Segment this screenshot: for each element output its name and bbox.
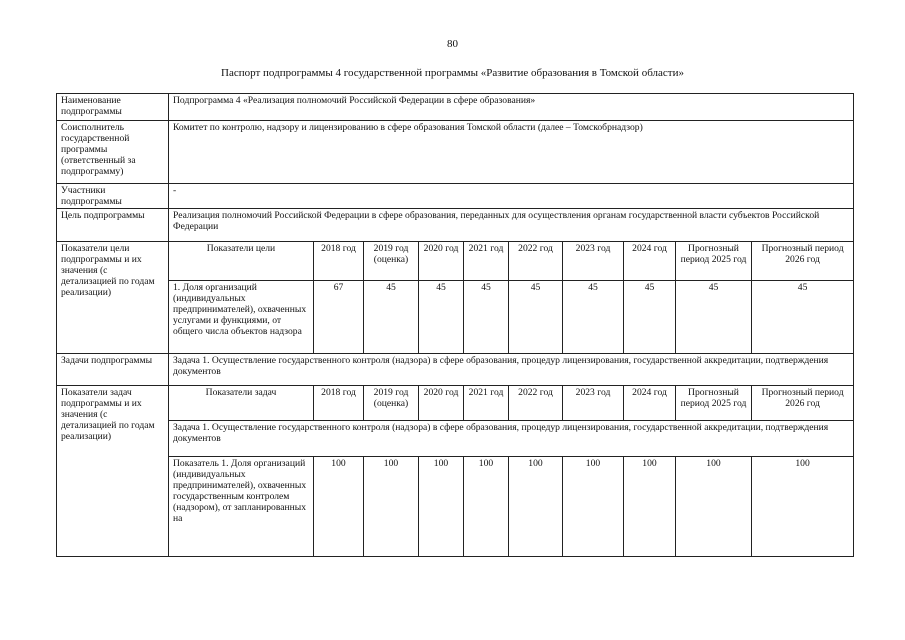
row-label: Показатели цели подпрограммы и их значения (с детализацией по годам реализации) [57,242,169,354]
column-header: 2022 год [509,242,563,281]
goal-indicator-row [57,281,854,354]
column-header: 2020 год [419,242,464,281]
column-header: Прогнозный период 2026 год [752,386,854,421]
column-header: 2020 год [419,386,464,421]
column-header: 2024 год [624,242,676,281]
indicator-value: 45 [624,281,676,354]
row-label: Наименование подпрограммы [57,94,169,121]
tasks-value: Задача 1. Осуществление государственного контроля (надзора) в сфере образования, процедур лицензирования, государственной аккредитации, подтверждения документов [169,354,854,386]
indicator-name: 1. Доля организаций (индивидуальных предпринимателей), охваченных услугами и функциями, от общего числа объектов надзора [169,281,314,354]
goal-indicators-header-row [57,242,854,281]
task-subheader-row [57,421,854,457]
row-label: Участники подпрограммы [57,184,169,209]
indicator-name: Показатель 1. Доля организаций (индивидуальных предпринимателей), охваченных государственным контролем (надзором), от запланированных на [169,457,314,557]
column-header: 2021 год [464,386,509,421]
indicator-value: 100 [419,457,464,557]
column-header: Показатели задач [169,386,314,421]
row-label: Соисполнитель государственной программы (ответственный за подпрограмму) [57,121,169,184]
subprogram-name: Подпрограмма 4 «Реализация полномочий Российской Федерации в сфере образования» [169,94,854,121]
column-header: 2023 год [563,242,624,281]
column-header: 2022 год [509,386,563,421]
column-header: 2023 год [563,386,624,421]
task-indicators-header-row [57,386,854,421]
table-row-goal [57,209,854,242]
column-header: 2019 год (оценка) [364,242,419,281]
indicator-value: 100 [509,457,563,557]
indicator-value: 100 [752,457,854,557]
column-header: 2024 год [624,386,676,421]
column-header: Показатели цели [169,242,314,281]
task-indicator-row [57,457,854,557]
indicator-value: 100 [364,457,419,557]
row-label: Цель подпрограммы [57,209,169,242]
column-header: Прогнозный период 2025 год [676,242,752,281]
indicator-value: 45 [364,281,419,354]
indicator-value: 45 [676,281,752,354]
indicator-value: 100 [563,457,624,557]
indicator-value: 45 [509,281,563,354]
indicator-value: 100 [314,457,364,557]
indicator-value: 45 [563,281,624,354]
column-header: 2019 год (оценка) [364,386,419,421]
column-header: 2018 год [314,386,364,421]
row-label: Задачи подпрограммы [57,354,169,386]
coexecutor-value: Комитет по контролю, надзору и лицензированию в сфере образования Томской области (далее – Томскобрнадзор) [169,121,854,184]
table-row-coexecutor [57,121,854,184]
task-text: Задача 1. Осуществление государственного контроля (надзора) в сфере образования, процедур лицензирования, государственной аккредитации, подтверждения документов [169,421,854,457]
indicator-value: 45 [752,281,854,354]
column-header: Прогнозный период 2025 год [676,386,752,421]
table-row-tasks [57,354,854,386]
page-title: Паспорт подпрограммы 4 государственной программы «Развитие образования в Томской области» [221,67,684,79]
indicator-value: 45 [419,281,464,354]
goal-value: Реализация полномочий Российской Федерации в сфере образования, переданных для осуществления органам государственной власти субъектов Российской Федерации [169,209,854,242]
column-header: Прогнозный период 2026 год [752,242,854,281]
indicator-value: 100 [464,457,509,557]
indicator-value: 67 [314,281,364,354]
passport-table [56,93,854,557]
table-row-name [57,94,854,121]
column-header: 2018 год [314,242,364,281]
indicator-value: 100 [624,457,676,557]
indicator-value: 100 [676,457,752,557]
indicator-value: 45 [464,281,509,354]
participants-value: - [169,184,854,209]
table-row-participants [57,184,854,209]
column-header: 2021 год [464,242,509,281]
row-label: Показатели задач подпрограммы и их значения (с детализацией по годам реализации) [57,386,169,557]
page-number: 80 [447,38,458,50]
